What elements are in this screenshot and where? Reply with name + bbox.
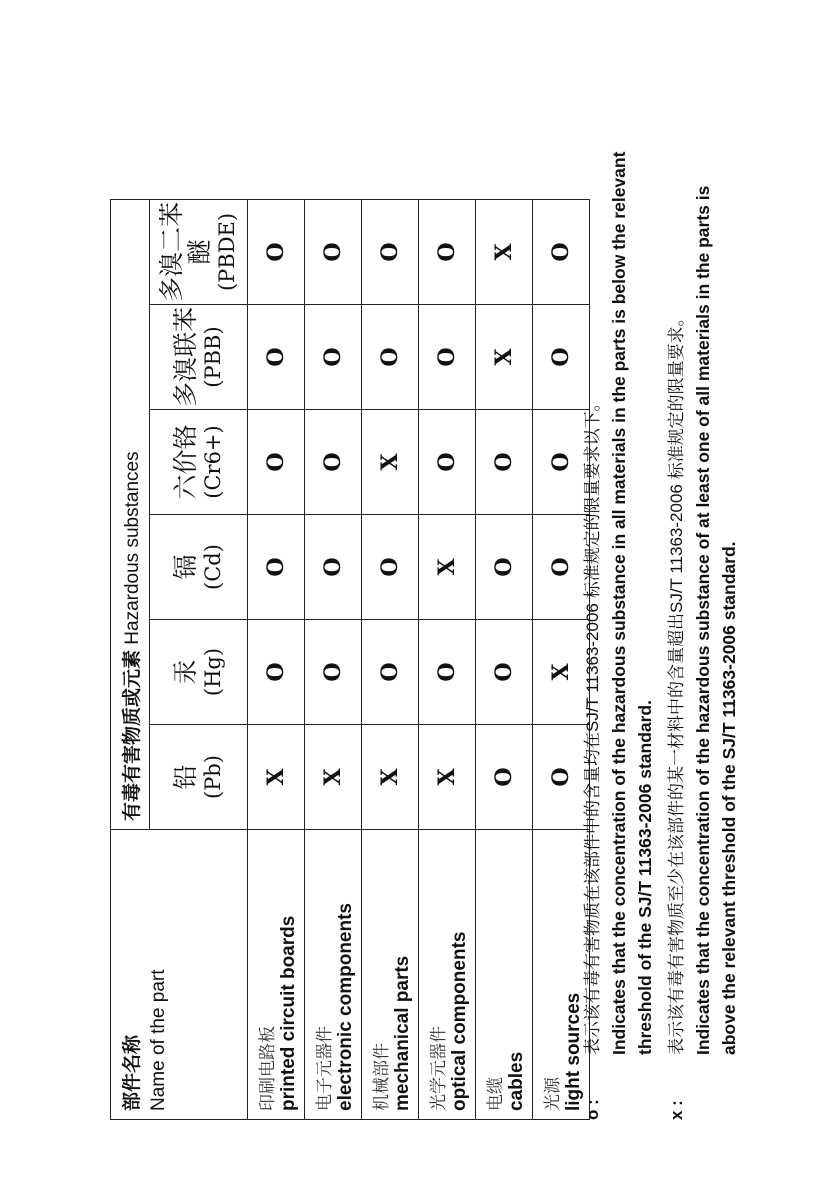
substance-mark: O bbox=[305, 620, 362, 725]
substance-mark: O bbox=[476, 725, 533, 830]
substance-mark: X bbox=[476, 305, 533, 410]
substance-name: 镉 bbox=[171, 554, 201, 580]
substance-mark: X bbox=[533, 620, 590, 725]
substance-mark: X bbox=[305, 725, 362, 830]
note bbox=[664, 140, 742, 1120]
part-name-en: printed circuit boards bbox=[277, 915, 299, 1111]
substance-mark: O bbox=[305, 199, 362, 304]
substance-symbol: (Cr6+) bbox=[200, 425, 225, 499]
substance-mark: O bbox=[362, 620, 419, 725]
part-name-en: light sources bbox=[562, 992, 584, 1111]
substance-mark: X bbox=[419, 725, 476, 830]
substance-mark: O bbox=[419, 410, 476, 515]
substance-mark: X bbox=[248, 725, 305, 830]
substance-mark: O bbox=[248, 199, 305, 304]
substance-mark: O bbox=[533, 725, 590, 830]
notes bbox=[580, 140, 748, 1120]
table-row bbox=[476, 199, 533, 1119]
substance-mark: O bbox=[419, 199, 476, 304]
substance-mark: O bbox=[248, 515, 305, 620]
substance-mark: O bbox=[305, 305, 362, 410]
substance-symbol: (PBDE) bbox=[215, 212, 240, 292]
note bbox=[580, 140, 658, 1120]
note-key: o : bbox=[583, 1099, 602, 1120]
note-text-zh: 表示该有毒有害物质至少在该部件的某一材料中的含量超出SJ/T 11363-2006 标准规定的限量要求。 bbox=[667, 309, 686, 1055]
hazardous-substances-table bbox=[110, 199, 590, 1120]
part-name-cell bbox=[305, 830, 362, 1120]
substance-symbol: (Cd) bbox=[200, 544, 225, 590]
substance-mark: O bbox=[533, 199, 590, 304]
substance-mark: O bbox=[533, 410, 590, 515]
substance-name: 铅 bbox=[171, 764, 201, 790]
table-row bbox=[248, 199, 305, 1119]
hazardous-substances-header bbox=[111, 199, 150, 829]
substance-mark: O bbox=[419, 305, 476, 410]
substance-header bbox=[150, 725, 248, 830]
substance-symbol: (PBB) bbox=[200, 326, 225, 388]
part-name-header bbox=[111, 830, 248, 1120]
part-name-zh: 电缆 bbox=[485, 1077, 505, 1111]
substance-mark: X bbox=[362, 725, 419, 830]
table-row bbox=[305, 199, 362, 1119]
substance-header bbox=[150, 620, 248, 725]
part-name-zh: 机械部件 bbox=[371, 1043, 391, 1111]
note-key: x : bbox=[667, 1100, 686, 1120]
part-name-en: cables bbox=[505, 1051, 527, 1111]
substance-header bbox=[150, 515, 248, 620]
substance-mark: O bbox=[248, 620, 305, 725]
substance-mark: O bbox=[476, 620, 533, 725]
substance-symbol: (Hg) bbox=[200, 647, 225, 697]
substance-mark: O bbox=[476, 515, 533, 620]
part-name-zh: 光源 bbox=[542, 1077, 562, 1111]
part-name-zh: 光学元器件 bbox=[428, 1026, 448, 1111]
substance-mark: O bbox=[248, 410, 305, 515]
note-text-zh: 表示该有毒有害物质在该部件中的含量均在SJ/T 11363-2006 标准规定的限量要求以下。 bbox=[583, 394, 602, 1055]
substance-mark: X bbox=[419, 515, 476, 620]
part-name-cell bbox=[419, 830, 476, 1120]
group-header-en: Hazardous substances bbox=[121, 451, 143, 645]
substance-mark: X bbox=[476, 199, 533, 304]
substance-name: 多溴联苯 bbox=[171, 307, 201, 408]
substance-header bbox=[150, 305, 248, 410]
substance-header bbox=[150, 199, 248, 304]
part-name-cell bbox=[476, 830, 533, 1120]
substance-mark: X bbox=[362, 410, 419, 515]
substance-mark: O bbox=[362, 305, 419, 410]
substance-header bbox=[150, 410, 248, 515]
part-name-cell bbox=[248, 830, 305, 1120]
substance-mark: O bbox=[362, 199, 419, 304]
substance-mark: O bbox=[419, 620, 476, 725]
table-row bbox=[419, 199, 476, 1119]
substance-mark: O bbox=[476, 410, 533, 515]
substance-mark: O bbox=[305, 410, 362, 515]
rotated-document bbox=[110, 120, 760, 1120]
part-name-en: mechanical parts bbox=[391, 955, 413, 1111]
substance-mark: O bbox=[533, 515, 590, 620]
part-name-en: optical components bbox=[448, 931, 470, 1111]
substance-name: 汞 bbox=[171, 659, 201, 685]
substance-mark: O bbox=[533, 305, 590, 410]
part-name-zh: 印刷电路板 bbox=[257, 1026, 277, 1111]
part-name-cell bbox=[362, 830, 419, 1120]
part-name-en: electronic components bbox=[334, 903, 356, 1111]
substance-name: 多溴二苯醚 bbox=[156, 201, 215, 302]
substance-name: 六价铬 bbox=[171, 424, 201, 500]
substance-mark: O bbox=[248, 305, 305, 410]
note-text-en: Indicates that the concentration of the hazardous substance of at least one of all materials in the parts is above the relevant threshold of the SJ/T 11363-2006 standard. bbox=[693, 185, 739, 1055]
substance-mark: O bbox=[362, 515, 419, 620]
part-name-header-zh: 部件名称 bbox=[122, 1034, 143, 1111]
group-header-zh: 有毒有害物质或元素 bbox=[121, 649, 143, 821]
part-name-zh: 电子元器件 bbox=[314, 1026, 334, 1111]
substance-symbol: (Pb) bbox=[200, 755, 225, 799]
substance-mark: O bbox=[305, 515, 362, 620]
note-text-en: Indicates that the concentration of the hazardous substance in all materials in the parts is below the relevant threshold of the SJ/T 11363-2006 standard. bbox=[609, 151, 655, 1055]
table-row bbox=[362, 199, 419, 1119]
part-name-header-en: Name of the part bbox=[148, 969, 169, 1111]
